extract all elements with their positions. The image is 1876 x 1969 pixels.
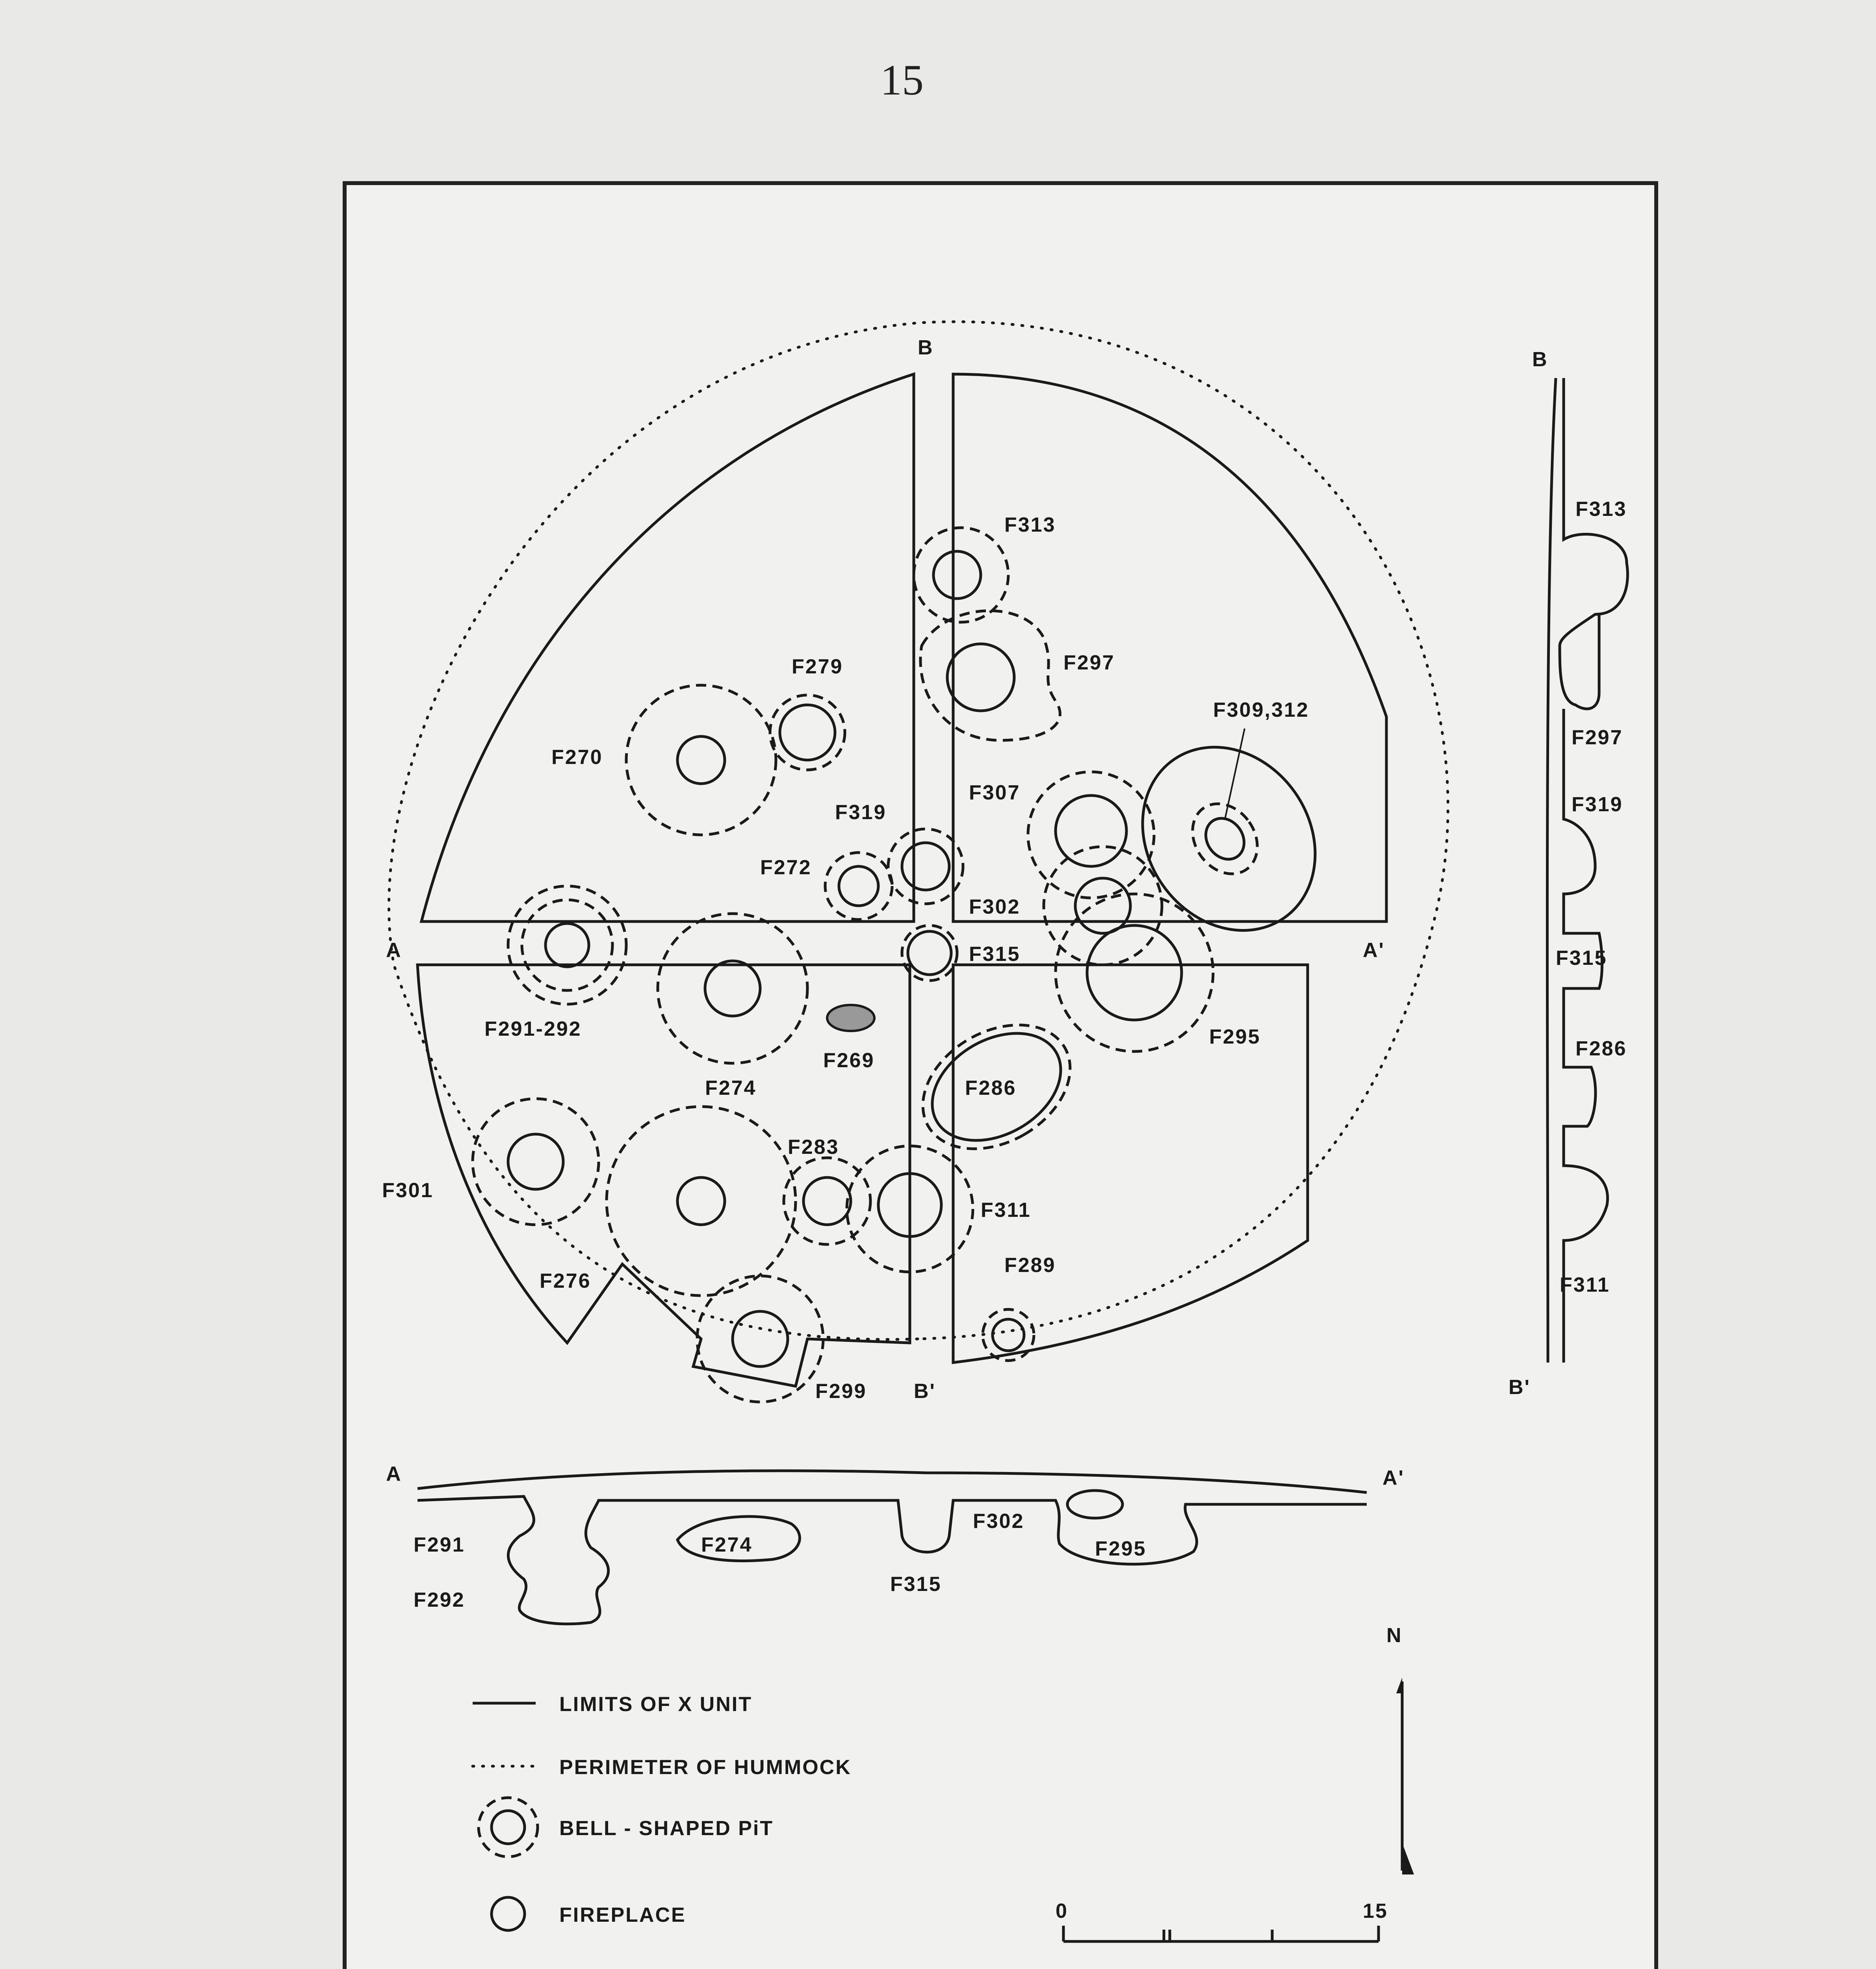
scale-bar — [1063, 1926, 1379, 1941]
scale-end: 15 — [1363, 1900, 1388, 1923]
profile-label-f295: F295 — [1095, 1537, 1147, 1560]
profile-label-f291: F291 — [414, 1533, 465, 1556]
feature-f313 — [914, 528, 1008, 622]
label-f272: F272 — [760, 856, 812, 879]
label-f307: F307 — [969, 781, 1021, 804]
profile-a-start: A — [386, 1463, 402, 1485]
label-b-prime: B' — [914, 1380, 936, 1403]
label-f302: F302 — [969, 896, 1021, 918]
label-f279: F279 — [792, 655, 843, 678]
north-label: N — [1386, 1624, 1403, 1647]
feature-f307 — [1028, 772, 1154, 898]
legend-label-1: PERIMETER OF HUMMOCK — [559, 1756, 852, 1779]
feature-f269 — [827, 1005, 874, 1031]
north-arrow-icon — [1396, 1678, 1414, 1874]
profile-label-f292: F292 — [414, 1589, 465, 1611]
profile-label-f311: F311 — [1560, 1274, 1610, 1296]
fireplace-icon — [492, 1897, 525, 1930]
legend-label-3: FIREPLACE — [559, 1904, 686, 1926]
profile-label-f302: F302 — [973, 1510, 1024, 1533]
label-f289: F289 — [1004, 1254, 1056, 1277]
label-f319: F319 — [835, 801, 887, 824]
legend-label-2: BELL - SHAPED PiT — [559, 1817, 774, 1840]
bell-pit-icon — [479, 1798, 538, 1857]
profile-a-end: A' — [1382, 1467, 1405, 1489]
label-a: A — [386, 939, 402, 962]
feature-f276 — [607, 1107, 796, 1296]
profile-label-f313: F313 — [1575, 498, 1627, 521]
page-number: 15 — [880, 56, 924, 104]
unit-limits-nw — [421, 374, 914, 921]
label-f295: F295 — [1209, 1025, 1261, 1048]
legend-label-0: LIMITS OF X UNIT — [559, 1693, 752, 1716]
profile-b-start: B — [1532, 348, 1548, 371]
label-f309-312: F309,312 — [1213, 699, 1309, 721]
label-f276: F276 — [540, 1270, 591, 1292]
label-f270: F270 — [551, 746, 603, 769]
feature-f279 — [770, 695, 845, 770]
feature-f270 — [626, 685, 776, 835]
label-f299: F299 — [815, 1380, 867, 1403]
feature-f272 — [825, 853, 892, 920]
profile-b-section — [1547, 378, 1627, 1363]
profile-label-f319: F319 — [1572, 793, 1623, 816]
unit-limits-se — [953, 965, 1308, 1363]
profile-label-f286: F286 — [1575, 1037, 1627, 1060]
label-f269: F269 — [823, 1049, 875, 1072]
label-f291-292: F291-292 — [484, 1018, 582, 1040]
feature-f289 — [983, 1309, 1034, 1361]
label-f297: F297 — [1063, 651, 1115, 674]
label-f301: F301 — [382, 1179, 434, 1202]
label-b: B — [918, 336, 934, 359]
scale-start: 0 — [1056, 1900, 1068, 1923]
label-f286: F286 — [965, 1077, 1017, 1099]
unit-limits-ne — [953, 374, 1386, 921]
label-f315: F315 — [969, 943, 1021, 966]
label-f313: F313 — [1004, 514, 1056, 536]
feature-f291-292 — [508, 886, 626, 1004]
profile-label-f315: F315 — [890, 1573, 942, 1596]
feature-f274 — [658, 914, 807, 1063]
label-a-prime: A' — [1363, 939, 1385, 962]
profile-a-section — [418, 1471, 1367, 1624]
profile-label-f315: F315 — [1556, 947, 1607, 970]
label-f283: F283 — [788, 1136, 839, 1159]
profile-label-f297: F297 — [1572, 726, 1623, 749]
label-f311: F311 — [981, 1199, 1031, 1222]
feature-f297 — [920, 611, 1060, 740]
label-f274: F274 — [705, 1077, 757, 1099]
profile-b-end: B' — [1509, 1376, 1531, 1399]
legend — [473, 1693, 852, 1930]
profile-label-f274: F274 — [701, 1533, 753, 1556]
